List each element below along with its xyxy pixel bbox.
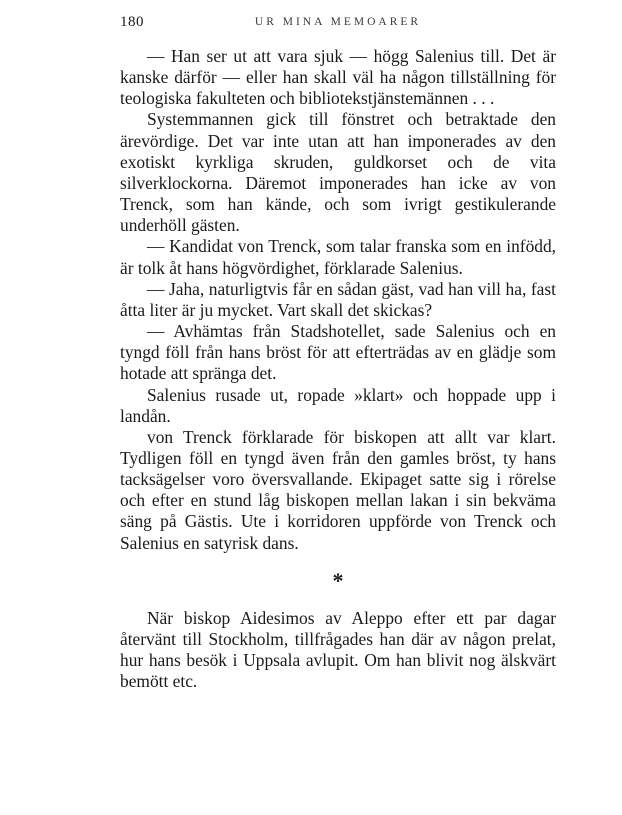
paragraph: — Avhämtas från Stadshotellet, sade Salenius och en tyngd föll från hans bröst för att efterträdas av en glädje som hotade att spränga det. bbox=[120, 321, 556, 384]
running-title: UR MINA MEMOARER bbox=[254, 16, 422, 28]
paragraph: — Kandidat von Trenck, som talar franska som en infödd, är tolk åt hans högvördighet, förklarade Salenius. bbox=[120, 236, 556, 278]
book-page bbox=[120, 14, 556, 692]
paragraph: När biskop Aidesimos av Aleppo efter ett par dagar återvänt till Stockholm, tillfrågades han där av någon prelat, hur hans besök i Uppsala avlupit. Om han blivit nog älskvärt bemött etc. bbox=[120, 607, 556, 692]
running-head bbox=[120, 14, 556, 36]
body-text bbox=[120, 46, 556, 554]
page-number: 180 bbox=[120, 14, 144, 30]
paragraph: — Jaha, naturligtvis får en sådan gäst, vad han vill ha, fast åtta liter är ju mycket. Vart skall det skickas? bbox=[120, 278, 556, 320]
body-text-after-break bbox=[120, 608, 556, 693]
paragraph: von Trenck förklarade för biskopen att allt var klart. Tydligen föll en tyngd även från den gamles bröst, ty hans tacksägelser voro översvallande. Ekipaget satte sig i rörelse och efter en stund låg biskopen mellan lakan i sin bekväma säng på Gästis. Ute i korridoren uppförde von Trenck och Salenius en satyrisk dans. bbox=[120, 426, 556, 553]
paragraph: — Han ser ut att vara sjuk — högg Salenius till. Det är kanske därför — eller han skall väl ha någon tillställning för teologiska fakulteten och bibliotekstjänstemännen . . . bbox=[120, 46, 556, 109]
section-break-asterisk: * bbox=[332, 567, 344, 593]
paragraph: Salenius rusade ut, ropade »klart» och hoppade upp i landån. bbox=[120, 384, 556, 426]
paragraph: Systemmannen gick till fönstret och betraktade den ärevördige. Det var inte utan att han imponerades av den exotiskt kyrkliga skruden, guldkorset och de vita silverklockorna. Däremot imponerades han icke av von Trenck, som han kände, och som ivrigt gestikulerande underhöll gästen. bbox=[120, 109, 556, 236]
